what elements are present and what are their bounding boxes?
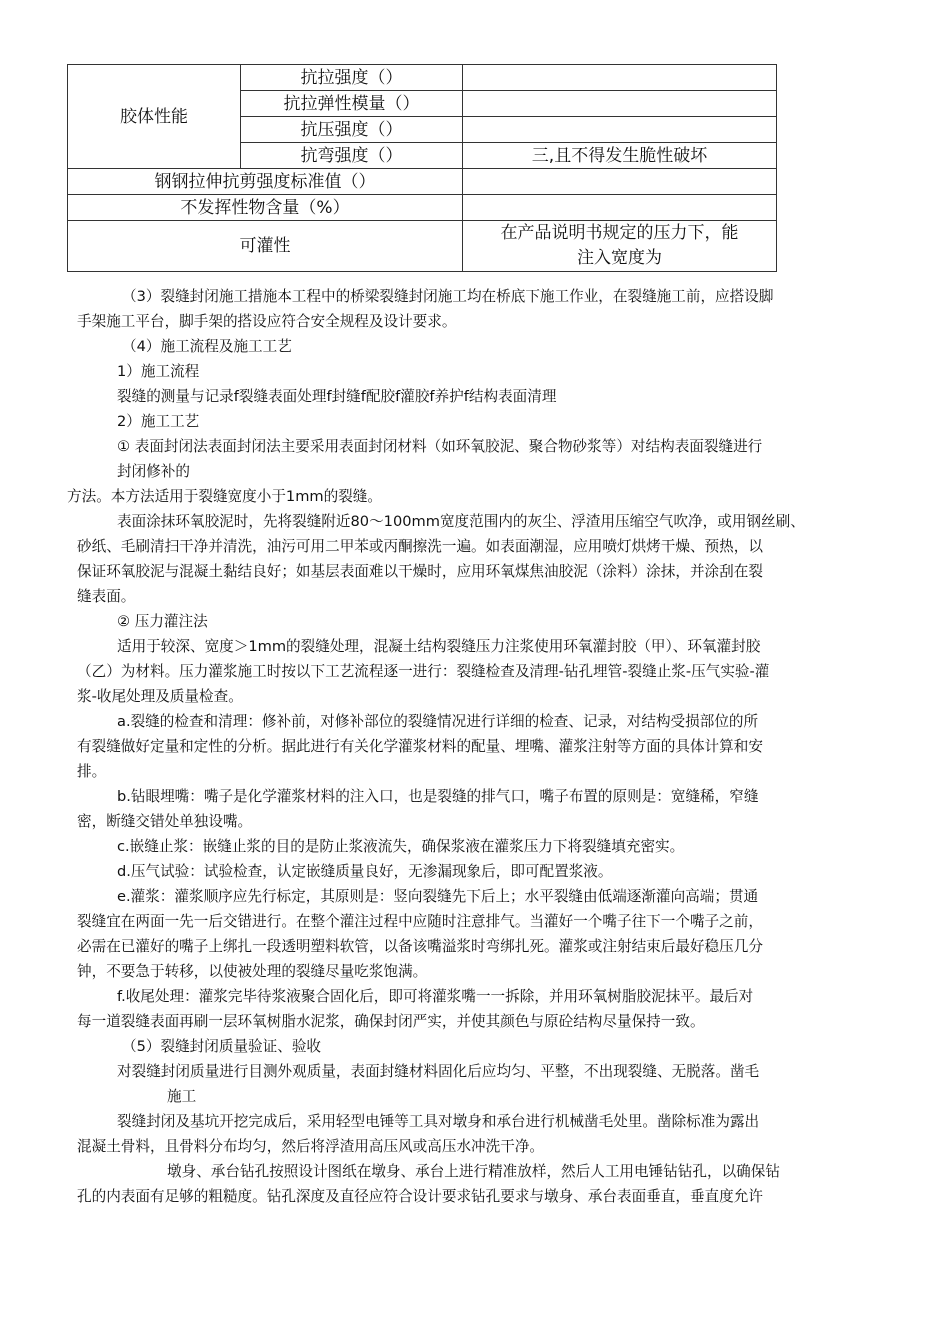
table-row <box>68 169 777 195</box>
property-value-cell <box>463 65 777 91</box>
paragraph-line: 保证环氧胶泥与混凝土黏结良好；如基层表面难以干燥时，应用环氧煤焦油胶泥（涂料）涂抹，并涂刮在裂 <box>77 563 763 580</box>
paragraph-line: 钟，不要急于转移，以使被处理的裂缝尽量吃浆饱满。 <box>77 963 428 980</box>
paragraph-line: 墩身、承台钻孔按照设计图纸在墩身、承台上进行精准放样，然后人工用电锤钻钻孔，以确保钻 <box>167 1163 780 1180</box>
value-line: 注入宽度为 <box>577 248 662 268</box>
paragraph-line: c.嵌缝止浆：嵌缝止浆的目的是防止浆液流失，确保浆液在灌浆压力下将裂缝填充密实。 <box>117 838 685 855</box>
section-heading: （4）施工流程及施工工艺 <box>122 338 292 355</box>
paragraph-line: 密，断缝交错处单独设嘴。 <box>77 813 253 830</box>
paragraph-line: 对裂缝封闭质量进行目测外观质量，表面封缝材料固化后应均匀、平整，不出现裂缝、无脱落。凿毛 <box>117 1063 760 1080</box>
property-value-cell <box>463 221 777 272</box>
body-text <box>67 284 877 1209</box>
section-heading: （5）裂缝封闭质量验证、验收 <box>122 1038 322 1055</box>
paragraph-line: 表面涂抹环氧胶泥时，先将裂缝附近80〜100mm宽度范围内的灰尘、浮渣用压缩空气吹净，或用钢丝刷、 <box>117 513 805 530</box>
value-line: 在产品说明书规定的压力下，能 <box>500 223 739 243</box>
paragraph-line: 裂缝的测量与记录f裂缝表面处理f封缝f配胶f灌胶f养护f结构表面清理 <box>117 388 557 405</box>
paragraph-line: ① 表面封闭法表面封闭法主要采用表面封闭材料（如环氧胶泥、聚合物砂浆等）对结构表面裂缝进行 <box>117 438 763 455</box>
table-row <box>68 65 777 91</box>
table-row <box>68 195 777 221</box>
paragraph-line: 混凝土骨料，且骨料分布均匀，然后将浮渣用高压风或高压水冲洗干净。 <box>77 1138 545 1155</box>
property-name-cell: 不发挥性物含量（%） <box>68 195 463 221</box>
paragraph-line: 施工 <box>167 1088 197 1105</box>
property-value-cell <box>463 91 777 117</box>
paragraph-line: b.钻眼埋嘴：嘴子是化学灌浆材料的注入口，也是裂缝的排气口，嘴子布置的原则是：宽缝稀，窄缝 <box>117 788 759 805</box>
property-value-cell: 三,且不得发生脆性破坏 <box>463 143 777 169</box>
paragraph-line: a.裂缝的检查和清理：修补前，对修补部位的裂缝情况进行详细的检查、记录，对结构受损部位的所 <box>117 713 759 730</box>
paragraph-line: 适用于较深、宽度＞1mm的裂缝处理，混凝土结构裂缝压力注浆使用环氧灌封胶（甲）、环氧灌封胶 <box>117 638 761 655</box>
paragraph-line: e.灌浆：灌浆顺序应先行标定，其原则是：竖向裂缝先下后上；水平裂缝由低端逐渐灌向高端；贯通 <box>117 888 759 905</box>
paragraph-line: 有裂缝做好定量和定性的分析。据此进行有关化学灌浆材料的配量、埋嘴、灌浆注射等方面的具体计算和安 <box>77 738 763 755</box>
subsection-heading: 2）施工工艺 <box>117 413 200 430</box>
subsection-heading: ② 压力灌注法 <box>117 613 208 630</box>
paragraph-line: 裂缝宜在两面一先一后交错进行。在整个灌注过程中应随时注意排气。当灌好一个嘴子往下一个嘴子之前， <box>77 913 763 930</box>
property-name-cell: 可灌性 <box>68 221 463 272</box>
property-name-cell: 抗拉强度（） <box>241 65 463 91</box>
table-row <box>68 221 777 272</box>
paragraph-line: 手架施工平台，脚手架的搭设应符合安全规程及设计要求。 <box>77 313 457 330</box>
group-label-cell: 胶体性能 <box>68 65 241 169</box>
property-name-cell: 抗压强度（） <box>241 117 463 143</box>
paragraph-line: （乙）为材料。压力灌浆施工时按以下工艺流程逐一进行：裂缝检查及清理-钻孔埋管-裂缝止浆-压气实验-灌 <box>77 663 770 680</box>
subsection-heading: 1）施工流程 <box>117 363 200 380</box>
paragraph-line: f.收尾处理：灌浆完毕待浆液聚合固化后，即可将灌浆嘴一一拆除，并用环氧树脂胶泥抹平。最后对 <box>117 988 754 1005</box>
paragraph-line: d.压气试验：试验检查，认定嵌缝质量良好，无渗漏现象后，即可配置浆液。 <box>117 863 613 880</box>
paragraph-line: （3）裂缝封闭施工措施本工程中的桥梁裂缝封闭施工均在桥底下施工作业，在裂缝施工前，应搭设脚 <box>122 288 774 305</box>
property-name-cell: 钢钢拉伸抗剪强度标准值（） <box>68 169 463 195</box>
paragraph-line: 砂纸、毛刷清扫干净并清洗，油污可用二甲苯或丙酮擦洗一遍。如表面潮湿，应用喷灯烘烤干燥、预热，以 <box>77 538 763 555</box>
paragraph-line: 裂缝封闭及基坑开挖完成后，采用轻型电锤等工具对墩身和承台进行机械凿毛处里。凿除标准为露出 <box>117 1113 760 1130</box>
paragraph-line: 排。 <box>77 763 107 780</box>
property-value-cell <box>463 169 777 195</box>
paragraph-line: 必需在已灌好的嘴子上绑扎一段透明塑料软管，以备该嘴溢浆时弯绑扎死。灌浆或注射结束后最好稳压几分 <box>77 938 763 955</box>
paragraph-line: 封闭修补的 <box>117 463 190 480</box>
paragraph-line: 每一道裂缝表面再刷一层环氧树脂水泥浆，确保封闭严实，并使其颜色与原砼结构尽量保持一致。 <box>77 1013 705 1030</box>
paragraph-line: 浆-收尾处理及质量检查。 <box>77 688 243 705</box>
material-spec-table <box>67 64 777 272</box>
paragraph-line: 孔的内表面有足够的粗糙度。钻孔深度及直径应符合设计要求钻孔要求与墩身、承台表面垂直，垂直度允许 <box>77 1188 763 1205</box>
property-name-cell: 抗拉弹性模量（） <box>241 91 463 117</box>
property-value-cell <box>463 117 777 143</box>
paragraph-line: 缝表面。 <box>77 588 136 605</box>
paragraph-line: 方法。本方法适用于裂缝宽度小于1mm的裂缝。 <box>67 488 383 505</box>
property-value-cell <box>463 195 777 221</box>
property-name-cell: 抗弯强度（） <box>241 143 463 169</box>
